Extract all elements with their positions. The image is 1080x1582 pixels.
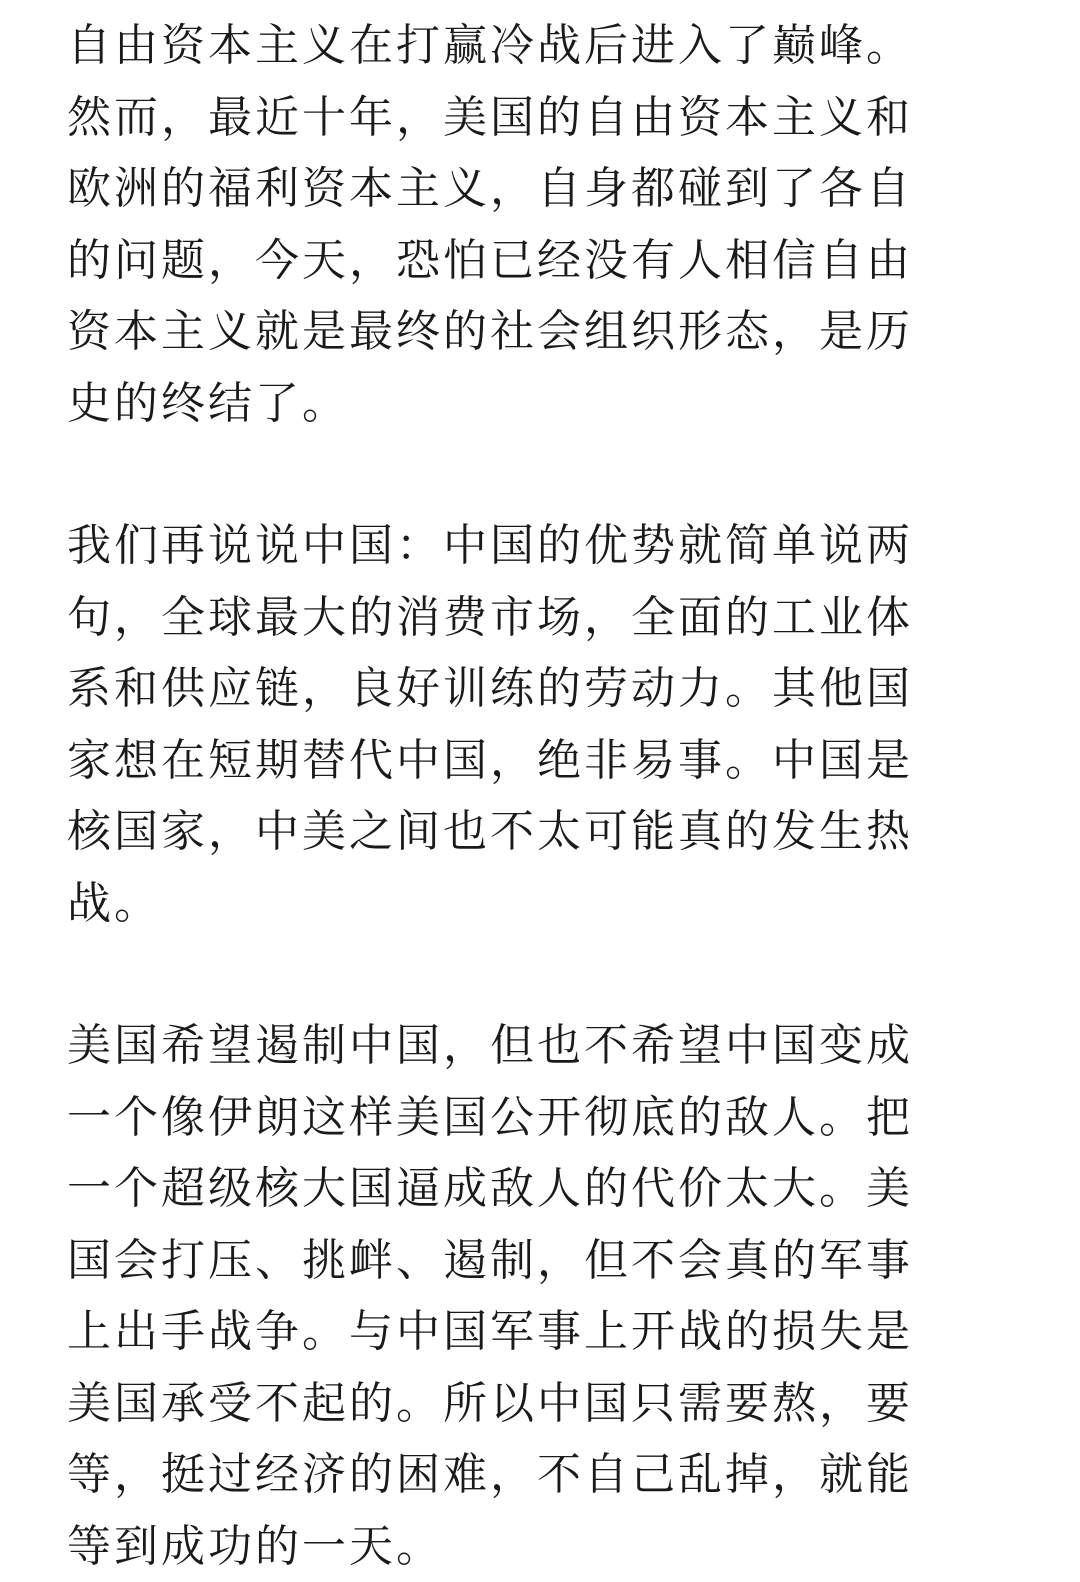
text-line: 一个像伊朗这样美国公开彻底的敌人。把 xyxy=(67,1082,1017,1154)
text-line: 核国家，中美之间也不太可能真的发生热 xyxy=(67,796,1017,868)
text-line: 一个超级核大国逼成敌人的代价太大。美 xyxy=(67,1153,1017,1225)
text-line: 系和供应链，良好训练的劳动力。其他国 xyxy=(67,653,1017,725)
text-line: 等，挺过经济的困难，不自己乱掉，就能 xyxy=(67,1439,1017,1511)
text-line: 战。 xyxy=(67,868,1017,940)
text-line: 等到成功的一天。 xyxy=(67,1511,1017,1582)
paragraph-1 xyxy=(67,10,1017,439)
text-line: 美国承受不起的。所以中国只需要熬，要 xyxy=(67,1368,1017,1440)
text-line: 的问题，今天，恐怕已经没有人相信自由 xyxy=(67,225,1017,297)
paragraph-2 xyxy=(67,510,1017,939)
text-line: 家想在短期替代中国，绝非易事。中国是 xyxy=(67,725,1017,797)
paragraph-gap xyxy=(67,439,1017,510)
text-line: 欧洲的福利资本主义，自身都碰到了各自 xyxy=(67,153,1017,225)
text-line: 美国希望遏制中国，但也不希望中国变成 xyxy=(67,1010,1017,1082)
text-line: 史的终结了。 xyxy=(67,368,1017,440)
paragraph-3 xyxy=(67,1010,1017,1582)
text-line: 句，全球最大的消费市场，全面的工业体 xyxy=(67,582,1017,654)
text-line: 我们再说说中国：中国的优势就简单说两 xyxy=(67,510,1017,582)
paragraph-gap xyxy=(67,939,1017,1010)
text-line: 自由资本主义在打赢冷战后进入了巅峰。 xyxy=(67,10,1017,82)
text-line: 资本主义就是最终的社会组织形态，是历 xyxy=(67,296,1017,368)
text-line: 国会打压、挑衅、遏制，但不会真的军事 xyxy=(67,1225,1017,1297)
text-line: 上出手战争。与中国军事上开战的损失是 xyxy=(67,1296,1017,1368)
text-line: 然而，最近十年，美国的自由资本主义和 xyxy=(67,82,1017,154)
article-body xyxy=(67,10,1017,1582)
